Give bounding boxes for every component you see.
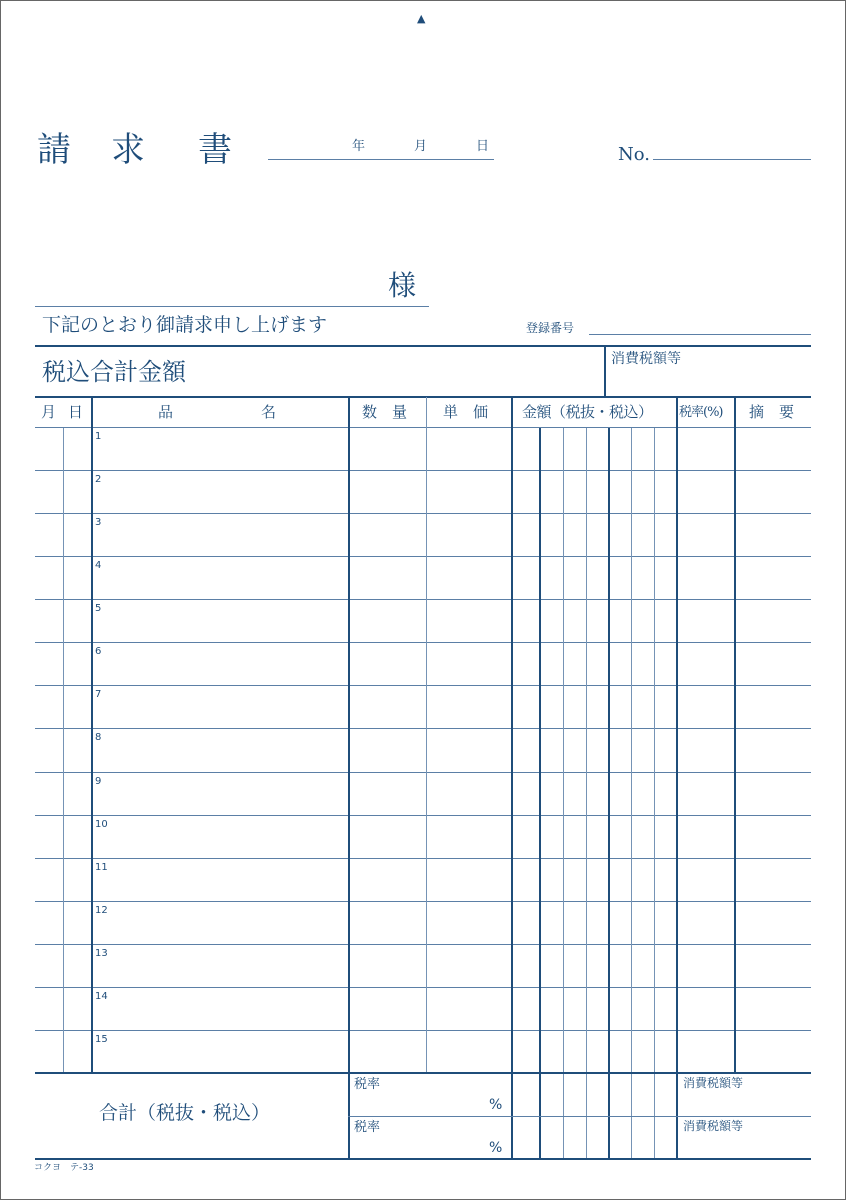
summary-tax-amount-label: 消費税額等 xyxy=(611,351,681,367)
footer-percent-2: % xyxy=(489,1140,503,1156)
table-row[interactable] xyxy=(35,728,811,771)
row-number: 12 xyxy=(95,905,108,916)
summary-tax-amount-field[interactable] xyxy=(610,372,808,394)
row-number: 4 xyxy=(95,560,102,571)
header-quantity: 数 量 xyxy=(362,403,408,421)
header-month: 月 xyxy=(41,403,57,421)
date-month-label: 月 xyxy=(414,139,428,154)
header-item-name-2: 名 xyxy=(261,403,277,421)
table-row[interactable] xyxy=(35,642,811,685)
table-row[interactable] xyxy=(35,685,811,728)
date-year-label: 年 xyxy=(352,139,366,154)
brand-label: コクヨ テ-33 xyxy=(34,1163,94,1173)
summary-top-line xyxy=(35,345,811,347)
row-number: 7 xyxy=(95,689,102,700)
footer-amount-field-2[interactable] xyxy=(514,1119,674,1157)
title-char-2: 求 xyxy=(111,130,145,170)
footer-bottom-line xyxy=(35,1158,811,1160)
footer-top-line xyxy=(35,1072,811,1074)
footer-tax-amount-label-2: 消費税額等 xyxy=(683,1119,744,1133)
row-number: 10 xyxy=(95,819,108,830)
footer-tax-amount-field-2[interactable] xyxy=(680,1137,810,1157)
table-row[interactable] xyxy=(35,987,811,1030)
total-with-tax-field[interactable] xyxy=(40,350,600,394)
header-remarks: 摘 要 xyxy=(749,403,795,421)
table-row[interactable] xyxy=(35,427,811,470)
table-top-line xyxy=(35,396,811,398)
date-field[interactable] xyxy=(268,159,494,160)
date-day-label: 日 xyxy=(476,139,490,154)
table-row[interactable] xyxy=(35,556,811,599)
row-number: 11 xyxy=(95,862,108,873)
registration-number-field[interactable] xyxy=(589,334,811,335)
recipient-name-field[interactable] xyxy=(35,306,429,307)
row-number: 5 xyxy=(95,603,102,614)
header-amount: 金額（税抜・税込） xyxy=(522,403,653,421)
footer-tax-amount-label-1: 消費税額等 xyxy=(683,1076,744,1090)
invoice-message: 下記のとおり御請求申し上げます xyxy=(42,314,328,336)
row-number: 1 xyxy=(95,431,102,442)
footer-total-label: 合計（税抜・税込） xyxy=(99,1102,271,1124)
row-number: 15 xyxy=(95,1034,108,1045)
header-unit-price: 単 価 xyxy=(443,403,489,421)
table-row[interactable] xyxy=(35,513,811,556)
table-row[interactable] xyxy=(35,1030,811,1073)
footer-tax-rate-field-1[interactable] xyxy=(352,1076,508,1114)
table-row[interactable] xyxy=(35,470,811,513)
row-number: 8 xyxy=(95,732,102,743)
total-with-tax-label: 税込合計金額 xyxy=(42,358,186,386)
row-number: 3 xyxy=(95,517,102,528)
summary-divider xyxy=(604,346,606,397)
footer-tax-rate-label-1: 税率 xyxy=(354,1077,381,1092)
header-day: 日 xyxy=(68,403,84,421)
top-marker-icon: ▲ xyxy=(417,12,426,25)
table-row[interactable] xyxy=(35,944,811,987)
table-row[interactable] xyxy=(35,858,811,901)
title-char-3: 書 xyxy=(198,130,232,170)
table-row[interactable] xyxy=(35,815,811,858)
header-item-name-1: 品 xyxy=(158,403,174,421)
row-number: 2 xyxy=(95,474,102,485)
footer-tax-rate-field-2[interactable] xyxy=(352,1119,508,1157)
table-row[interactable] xyxy=(35,599,811,642)
registration-number-label: 登録番号 xyxy=(526,321,575,335)
row-number: 9 xyxy=(95,776,102,787)
title-char-1: 請 xyxy=(37,130,71,170)
no-label: No. xyxy=(618,144,650,165)
table-row[interactable] xyxy=(35,901,811,944)
row-number: 13 xyxy=(95,948,108,959)
number-field[interactable] xyxy=(653,159,811,160)
footer-tax-rate-label-2: 税率 xyxy=(354,1120,381,1135)
footer-tax-amount-field-1[interactable] xyxy=(680,1094,810,1114)
row-number: 14 xyxy=(95,991,108,1002)
footer-amount-field-1[interactable] xyxy=(514,1076,674,1114)
table-row[interactable] xyxy=(35,772,811,815)
header-tax-rate: 税率(%) xyxy=(679,405,723,420)
row-number: 6 xyxy=(95,646,102,657)
footer-mid-line xyxy=(348,1116,811,1117)
honorific-sama: 様 xyxy=(388,269,417,302)
footer-percent-1: % xyxy=(489,1097,503,1113)
